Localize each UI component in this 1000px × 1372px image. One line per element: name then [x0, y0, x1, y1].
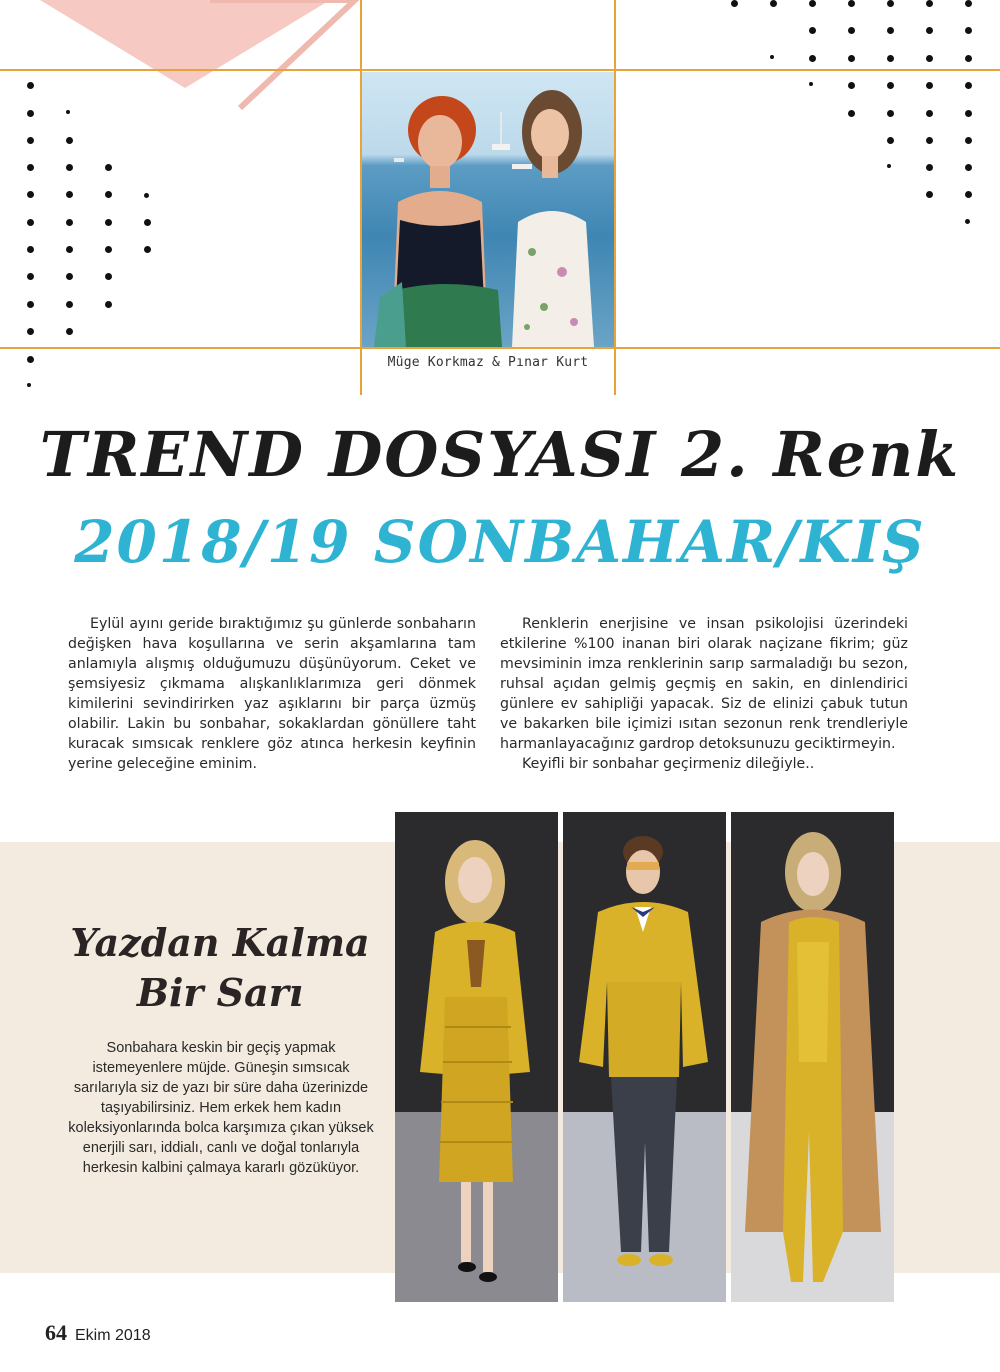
section-title-line1: Yazdan Kalma	[70, 920, 370, 965]
issue-label: Ekim 2018	[75, 1327, 151, 1344]
runway-photo-3	[731, 812, 894, 1302]
section-title	[40, 918, 400, 1018]
section-body: Sonbahara keskin bir geçiş yapmak istemeyenlere müjde. Güneşin sımsıcak sarılarıyla siz de yazı bir süre daha üzerinizde taşıyabilirsiniz. Hem erkek hem kadın koleksiyonlarında bolca karşımıza çıkan yüksek enerjili sarı, iddialı, canlı ve doğal tonlarıyla herkesin kalbini çalmaya kararlı gözüküyor.	[68, 1040, 374, 1176]
intro-left-paragraph: Eylül ayını geride bıraktığımız şu günlerde sonbaharın değişken hava koşullarına ve serin akşamlarına tam anlamıyla alışmış olduğumuzu düşünüyorum. Ceket ve şemsiyesiz çıkmama alışkanlıklarımıza geri dönmek kimilerini sevindirirken yaz aşıklarını bir parça üzmüş olabilir. Lakin bu sonbahar, sokaklardan gönüllere taht kuracak sımsıcak renklere göz atınca herkesin keyfinin yerine geleceğine eminim.	[68, 616, 476, 772]
intro-closing-line: Keyifli bir sonbahar geçirmeniz dileğiyle..	[522, 756, 815, 772]
pink-triangle-decoration	[0, 0, 370, 120]
intro-right-column	[500, 614, 908, 774]
frame-line-top	[0, 69, 1000, 71]
intro-left-column	[68, 614, 476, 774]
section-title-line2: Bir Sarı	[136, 970, 304, 1015]
portrait-illustration	[362, 72, 614, 347]
frame-line-bottom	[0, 347, 1000, 349]
headline: TREND DOSYASI 2. Renk	[39, 418, 961, 491]
subheadline: 2018/19 SONBAHAR/KIŞ	[74, 508, 926, 576]
photo-caption: Müge Korkmaz & Pınar Kurt	[387, 355, 589, 370]
intro-right-paragraph: Renklerin enerjisine ve insan psikolojisi üzerindeki etkilerine %100 inanan biri olarak naçizane fikrim; güz mevsiminin imza renklerinin sarıp sarmaladığı bu sezon, ruhsal açıdan gelmiş geçmiş en sakin, en dinlendirici günlere ev sahipliği yapacak. Siz de elinizi çabuk tutun ve bakarken bile içimizi ısıtan sezonun renk trendleriyle harmanlayacağınız gardrop detoksunuzu geciktirmeyin.	[500, 616, 908, 752]
portrait-photo	[362, 72, 614, 347]
runway-photo-1	[395, 812, 558, 1302]
page-number: 64	[45, 1320, 67, 1345]
runway-photo-2	[563, 812, 726, 1302]
page-footer	[45, 1320, 151, 1346]
frame-line-right	[614, 0, 616, 395]
